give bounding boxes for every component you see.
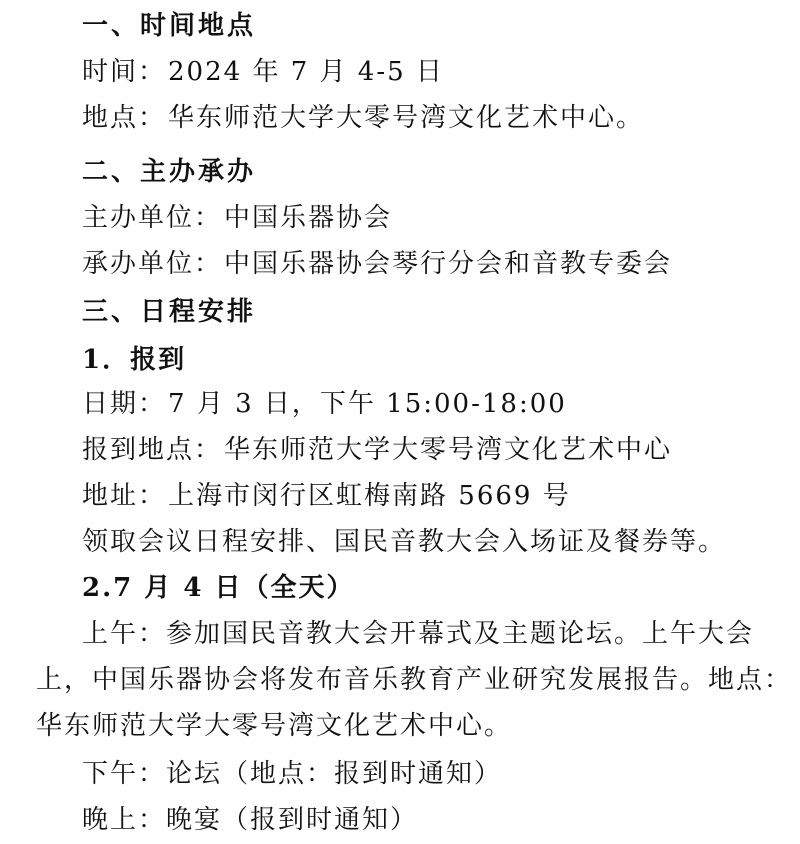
morning-line-2: 上，中国乐器协会将发布音乐教育产业研究发展报告。地点： [36, 665, 793, 695]
schedule-item-1-title: 1．报到 [82, 345, 187, 375]
place-line [82, 100, 644, 136]
checkin-place-label: 报到地点： [82, 435, 223, 465]
place-value: 华东师范大学大零号湾文化艺术中心。 [168, 103, 645, 133]
section-heading-time-place: 一、时间地点 [82, 11, 257, 41]
place-label: 地点： [82, 103, 167, 133]
address-line [82, 478, 571, 514]
organizer-label: 承办单位： [82, 249, 223, 279]
checkin-place-value: 华东师范大学大零号湾文化艺术中心 [224, 435, 673, 465]
schedule-item-2-title: 2.7 月 4 日（全天） [82, 573, 355, 603]
host-line [82, 200, 392, 236]
checkin-date-label: 日期： [82, 389, 167, 419]
time-value: 2024 年 7 月 4-5 日 [168, 57, 444, 87]
host-value: 中国乐器协会 [224, 203, 393, 233]
section-heading-host-organizer: 二、主办承办 [82, 157, 257, 187]
morning-line-3: 华东师范大学大零号湾文化艺术中心。 [36, 711, 513, 741]
afternoon-line: 下午：论坛（地点：报到时通知） [82, 759, 503, 789]
checkin-date-value: 7 月 3 日，下午 15:00-18:00 [168, 389, 567, 419]
organizer-value: 中国乐器协会琴行分会和音教专委会 [224, 249, 673, 279]
organizer-line [82, 246, 672, 282]
host-label: 主办单位： [82, 203, 223, 233]
checkin-date-line [82, 386, 567, 422]
section-heading-schedule: 三、日程安排 [82, 297, 257, 327]
time-line [82, 54, 444, 90]
time-label: 时间： [82, 57, 167, 87]
checkin-place-line [82, 432, 672, 468]
checkin-note: 领取会议日程安排、国民音教大会入场证及餐券等。 [82, 527, 727, 557]
address-value: 上海市闵行区虹梅南路 5669 号 [168, 481, 571, 511]
morning-line-1: 上午：参加国民音教大会开幕式及主题论坛。上午大会 [82, 619, 755, 649]
address-label: 地址： [82, 481, 167, 511]
evening-line: 晚上：晚宴（报到时通知） [82, 805, 419, 835]
